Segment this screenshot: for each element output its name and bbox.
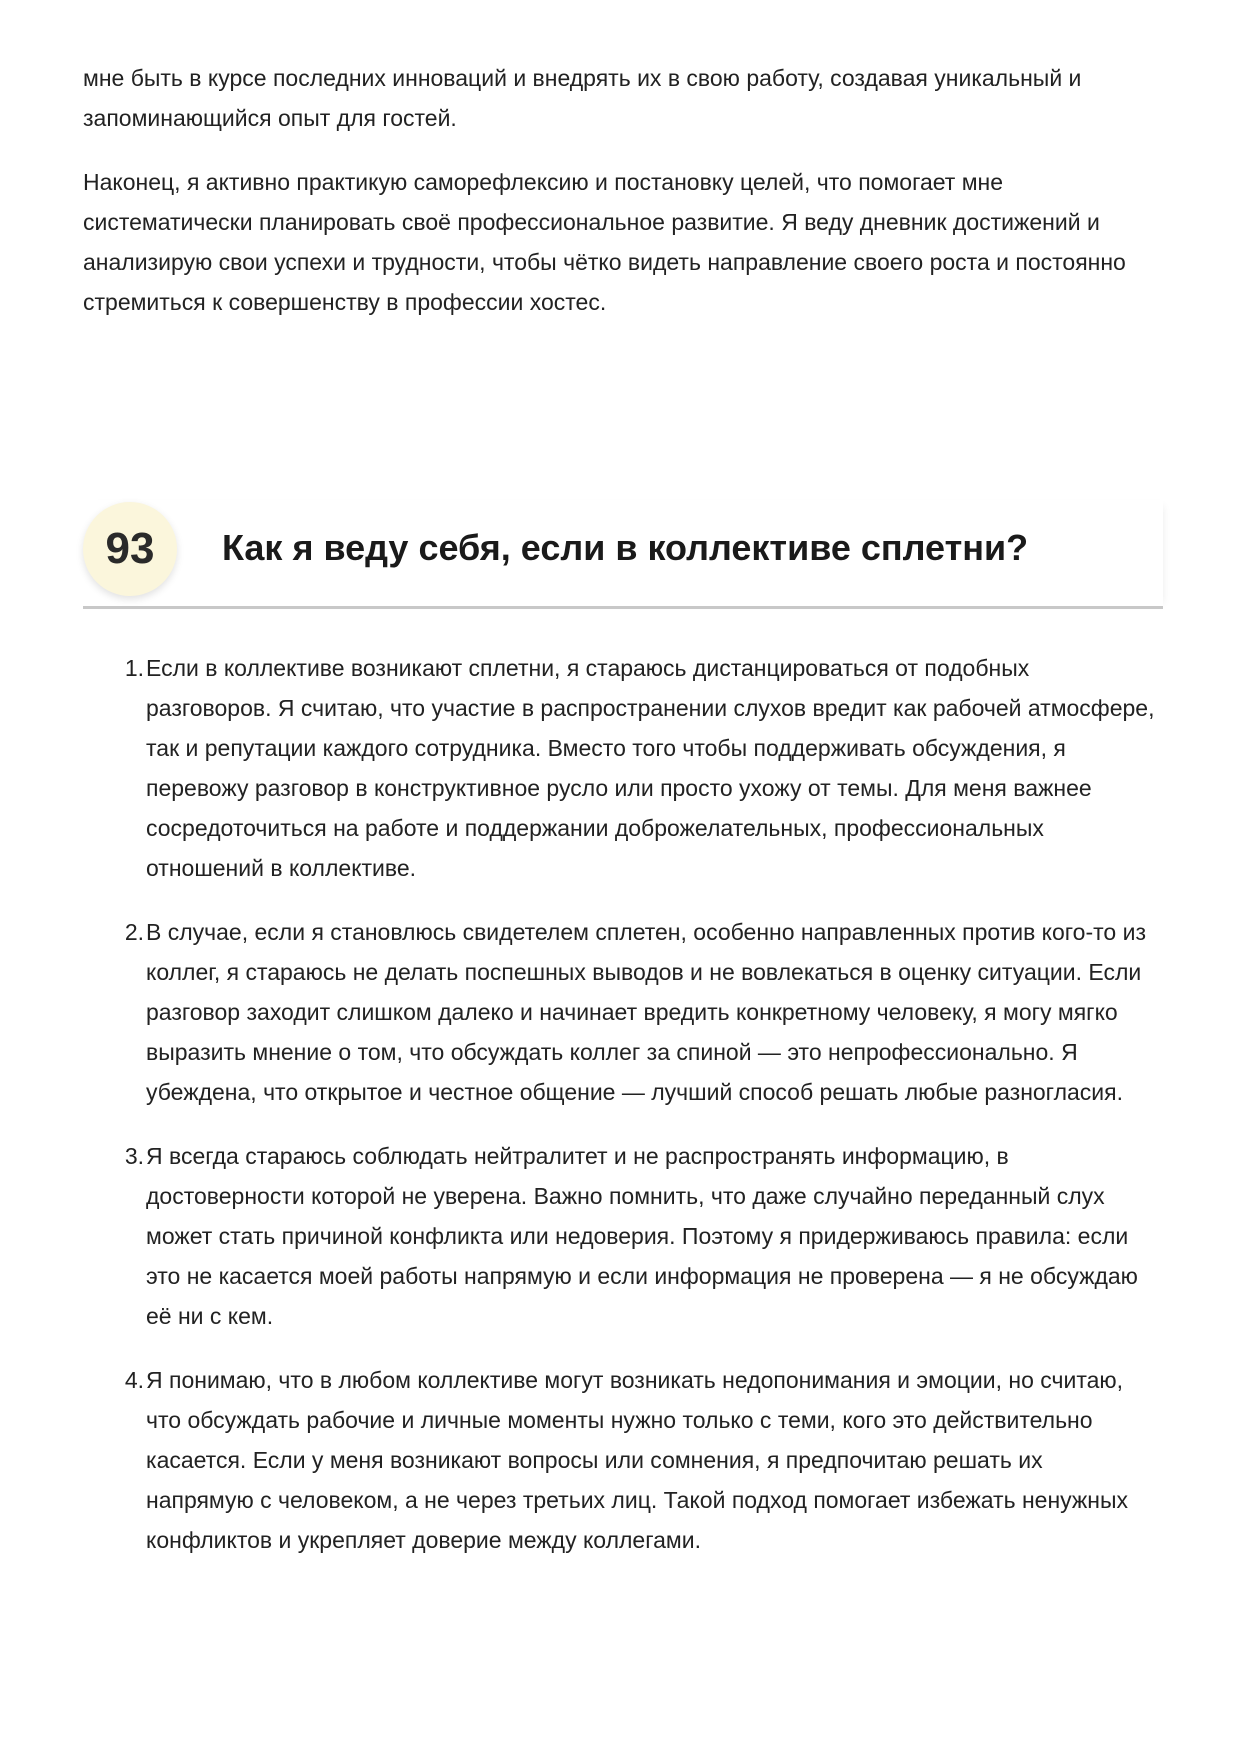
intro-paragraph: Наконец, я активно практикую саморефлексию и постановку целей, что помогает мне систематически планировать своё профессиональное развитие. Я веду дневник достижений и анализирую свои успехи и трудности, чтобы чётко видеть направление своего роста и постоянно стремиться к совершенству в профессии хостес. (83, 169, 1126, 315)
list-item-text: Я всегда стараюсь соблюдать нейтралитет и не распространять информацию, в достоверности которой не уверена. Важно помнить, что даже случайно переданный слух может стать причиной конфликта или недоверия. Поэтому я придерживаюсь правила: если это не касается моей работы напрямую и если информация не проверена — я не обсуждаю её ни с кем. (146, 1143, 1138, 1329)
list-item-number: 3. (124, 1143, 144, 1169)
list-item-text: Я понимаю, что в любом коллективе могут возникать недопонимания и эмоции, но считаю, что обсуждать рабочие и личные моменты нужно только с теми, кого это действительно касается. Если у меня возникают вопросы или сомнения, я предпочитаю решать их напрямую с человеком, а не через третьих лиц. Такой подход помогает избежать ненужных конфликтов и укрепляет доверие между коллегами. (146, 1367, 1129, 1553)
list-item (124, 648, 1156, 888)
section-title: Как я веду себя, если в коллективе сплетни? (222, 527, 1029, 568)
answer-list (124, 648, 1156, 1584)
intro-text (83, 58, 1163, 346)
list-item-text: Если в коллективе возникают сплетни, я стараюсь дистанцироваться от подобных разговоров. Я считаю, что участие в распространении слухов вредит как рабочей атмосфере, так и репутации каждого сотрудника. Вместо того чтобы поддерживать обсуждения, я перевожу разговор в конструктивное русло или просто ухожу от темы. Для меня важнее сосредоточиться на работе и поддержании доброжелательных, профессиональных отношений в коллективе. (146, 655, 1155, 881)
list-item-number: 1. (124, 655, 144, 681)
list-item-number: 4. (124, 1367, 144, 1393)
list-item-text: В случае, если я становлюсь свидетелем сплетен, особенно направленных против кого-то из коллег, я стараюсь не делать поспешных выводов и не вовлекаться в оценку ситуации. Если разговор заходит слишком далеко и начинает вредить конкретному человеку, я могу мягко выразить мнение о том, что обсуждать коллег за спиной — это непрофессионально. Я убеждена, что открытое и честное общение — лучший способ решать любые разногласия. (146, 919, 1146, 1105)
list-item (124, 1136, 1156, 1336)
intro-paragraph: мне быть в курсе последних инноваций и внедрять их в свою работу, создавая уникальный и запоминающийся опыт для гостей. (83, 65, 1082, 131)
list-item-number: 2. (124, 919, 144, 945)
list-item (124, 912, 1156, 1112)
section-header (83, 500, 1163, 609)
list-item (124, 1360, 1156, 1560)
question-number-badge: 93 (83, 502, 177, 596)
